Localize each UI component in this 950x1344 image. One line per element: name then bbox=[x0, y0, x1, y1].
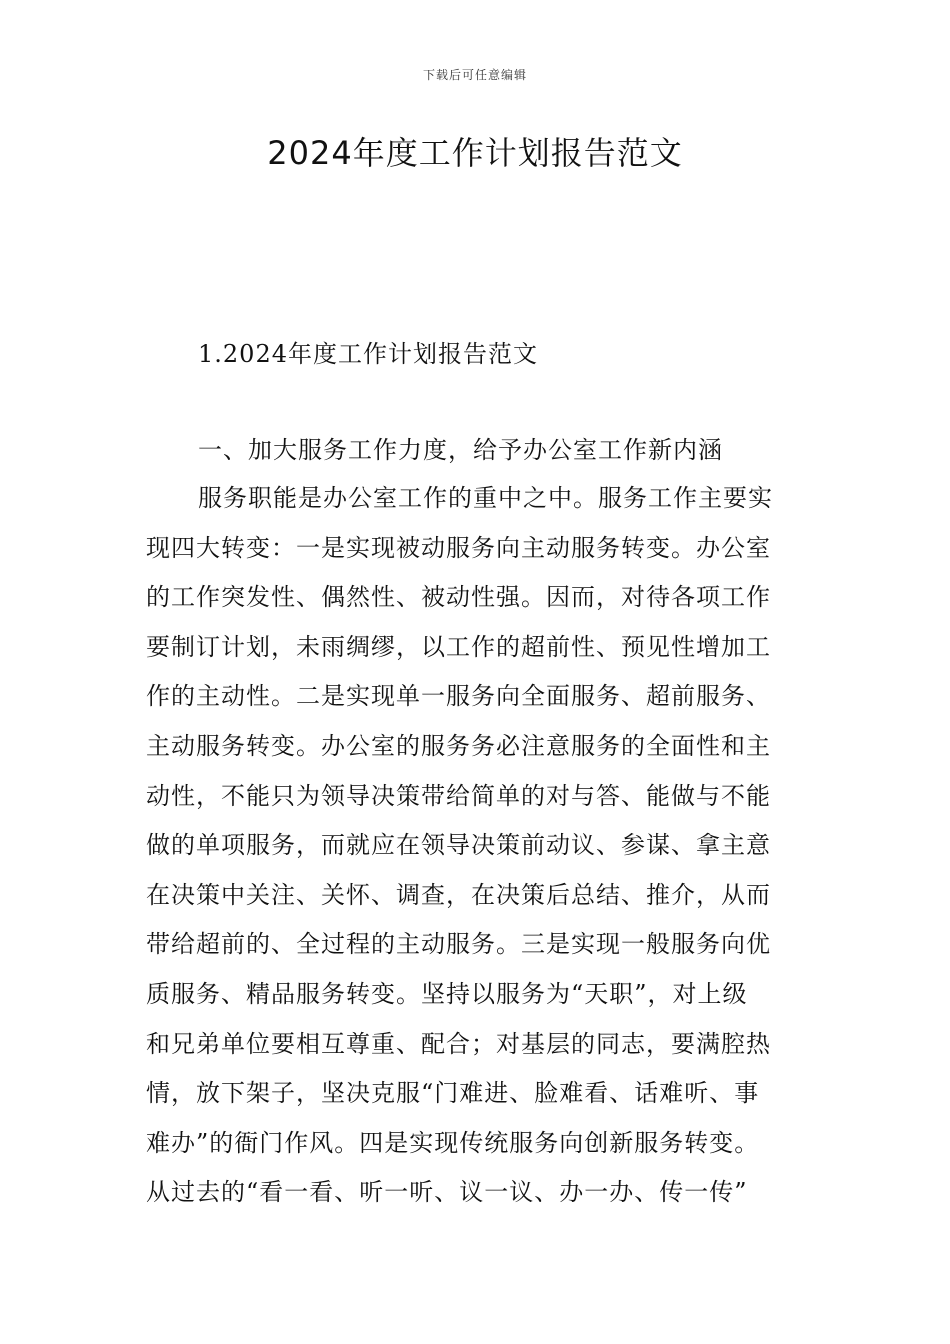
body-line: 服务职能是办公室工作的重中之中。服务工作主要实 bbox=[198, 484, 773, 512]
body-line: 作的主动性。二是实现单一服务向全面服务、超前服务、 bbox=[146, 682, 771, 711]
body-line: 和兄弟单位要相互尊重、配合；对基层的同志，要满腔热 bbox=[146, 1029, 771, 1058]
document-title: 2024年度工作计划报告范文 bbox=[267, 134, 683, 172]
body-line: 在决策中关注、关怀、调查，在决策后总结、推介，从而 bbox=[146, 880, 771, 909]
body-line: 质服务、精品服务转变。坚持以服务为“天职”，对上级 bbox=[146, 979, 748, 1008]
body-line: 从过去的“看一看、听一听、议一议、办一办、传一传” bbox=[146, 1178, 748, 1207]
body-line: 主动服务转变。办公室的服务务必注意服务的全面性和主 bbox=[146, 731, 771, 760]
body-line: 动性，不能只为领导决策带给简单的对与答、能做与不能 bbox=[146, 781, 771, 810]
body-line: 要制订计划，未雨绸缪，以工作的超前性、预见性增加工 bbox=[146, 632, 771, 661]
body-line: 做的单项服务，而就应在领导决策前动议、参谋、拿主意 bbox=[146, 831, 771, 860]
body-line: 情，放下架子，坚决克服“门难进、脸难看、话难听、事 bbox=[146, 1079, 760, 1108]
header-note: 下载后可任意编辑 bbox=[422, 68, 527, 82]
body-line: 难办”的衙门作风。四是实现传统服务向创新服务转变。 bbox=[146, 1128, 760, 1157]
body-line: 的工作突发性、偶然性、被动性强。因而，对待各项工作 bbox=[146, 583, 771, 612]
body-line: 现四大转变：一是实现被动服务向主动服务转变。办公室 bbox=[146, 533, 771, 562]
document-subtitle: 1.2024年度工作计划报告范文 bbox=[198, 340, 538, 368]
section-heading: 一、加大服务工作力度，给予办公室工作新内涵 bbox=[198, 436, 723, 464]
body-line: 带给超前的、全过程的主动服务。三是实现一般服务向优 bbox=[146, 930, 771, 959]
body-paragraph bbox=[146, 478, 816, 1222]
